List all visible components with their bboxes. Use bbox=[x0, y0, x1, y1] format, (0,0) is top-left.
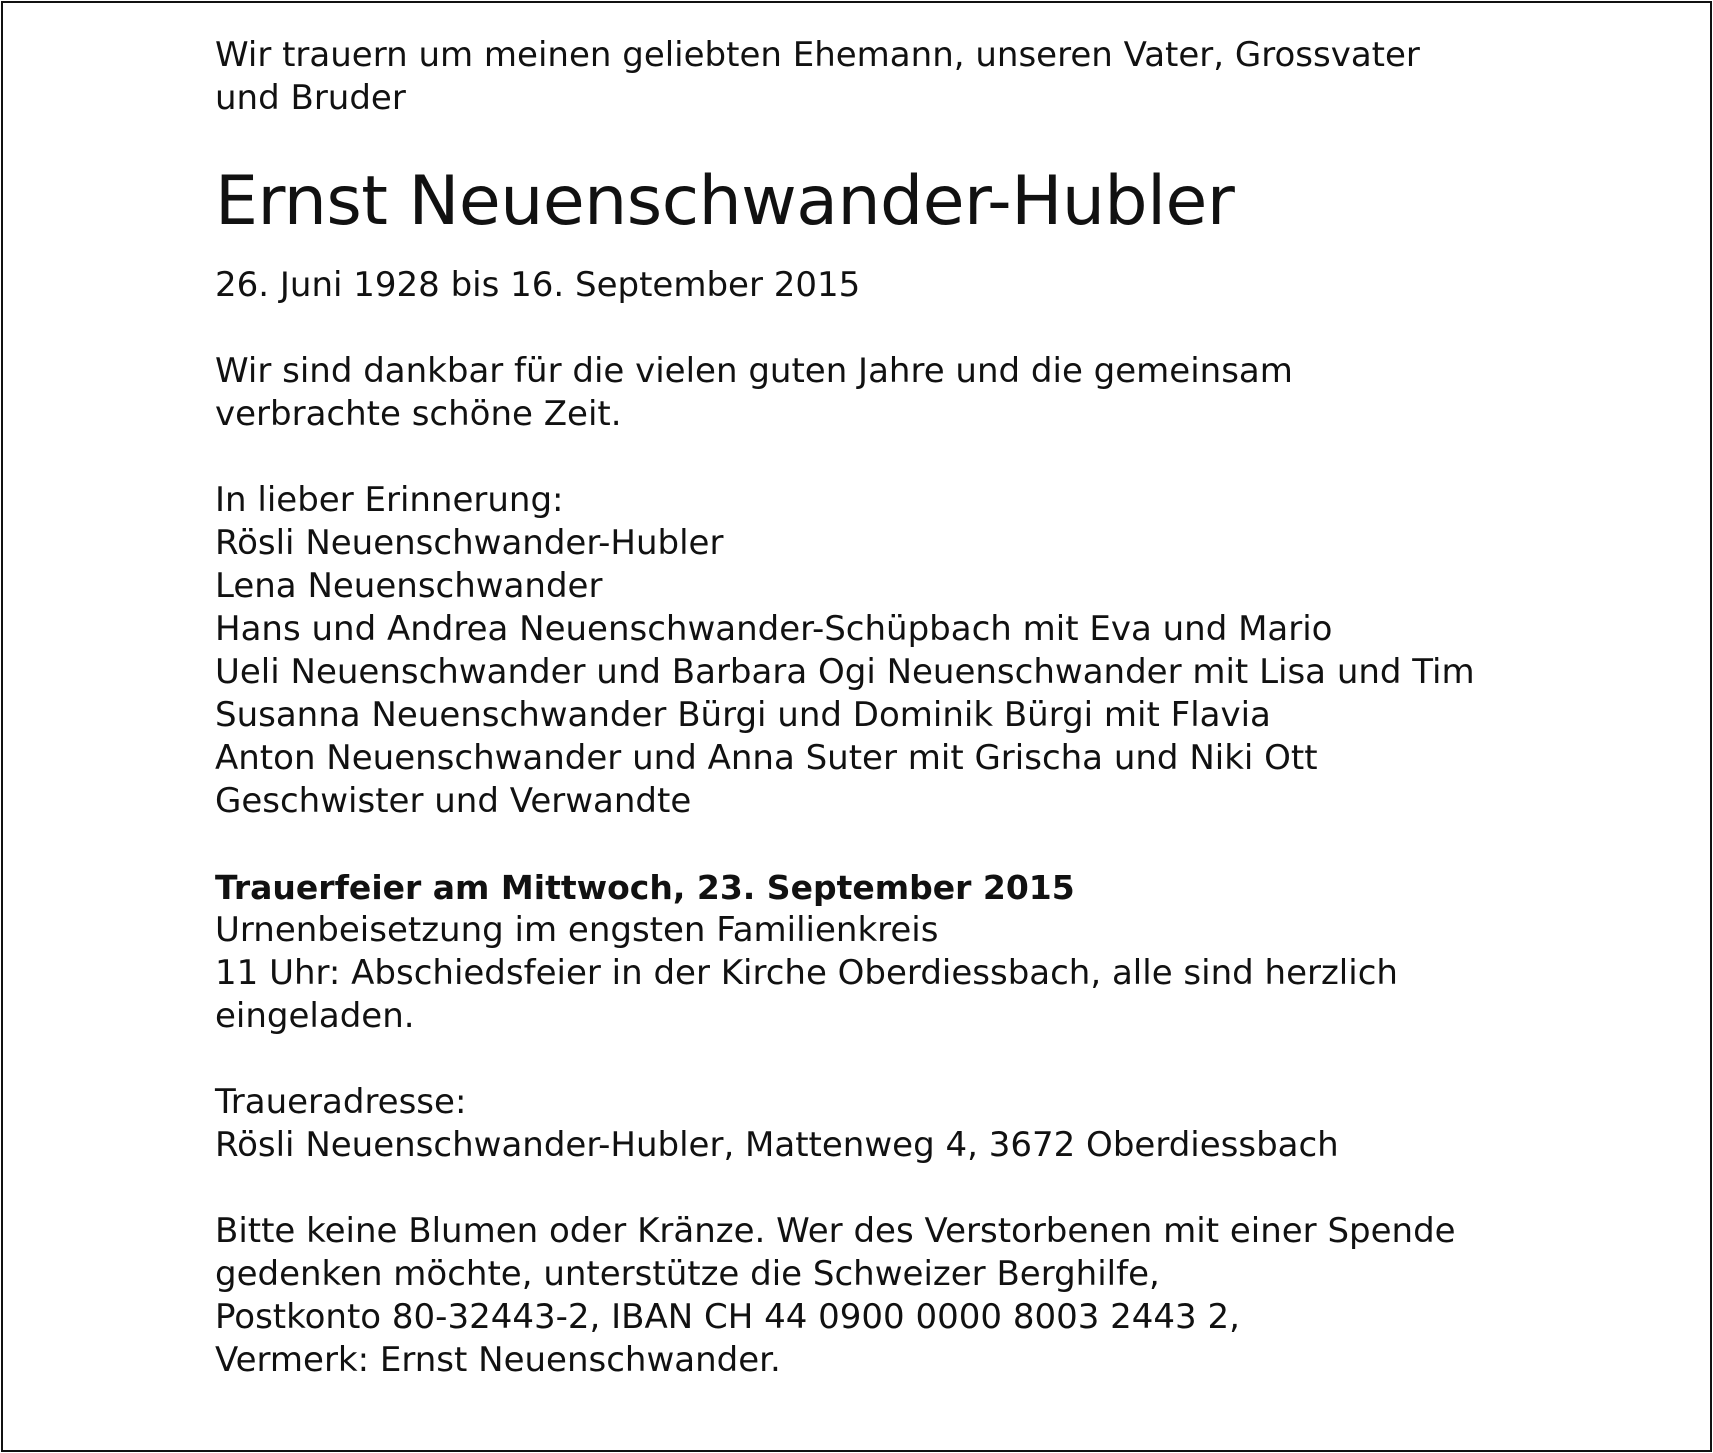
donation-line: Bitte keine Blumen oder Kränze. Wer des Verstorbenen mit einer Spende bbox=[215, 1211, 1456, 1251]
donation-section bbox=[215, 1210, 1635, 1382]
ceremony-line: Urnenbeisetzung im engsten Familienkreis bbox=[215, 910, 939, 950]
address-line: Rösli Neuenschwander-Hubler, Mattenweg 4, 3672 Oberdiessbach bbox=[215, 1125, 1339, 1165]
life-dates: 26. Juni 1928 bis 16. September 2015 bbox=[215, 265, 861, 305]
mourner-name: Lena Neuenschwander bbox=[215, 566, 603, 606]
intro-line: Wir trauern um meinen geliebten Ehemann, unseren Vater, Grossvater bbox=[215, 35, 1420, 75]
memory-heading: In lieber Erinnerung: bbox=[215, 480, 564, 520]
mourner-name: Geschwister und Verwandte bbox=[215, 781, 692, 821]
gratitude-line: verbrachte schöne Zeit. bbox=[215, 394, 622, 434]
mourner-name: Susanna Neuenschwander Bürgi und Dominik Bürgi mit Flavia bbox=[215, 695, 1271, 735]
address-heading: Traueradresse: bbox=[215, 1082, 467, 1122]
memory-section bbox=[215, 479, 1635, 823]
donation-line: Postkonto 80-32443-2, IBAN CH 44 0900 0000 8003 2443 2, bbox=[215, 1297, 1240, 1337]
ceremony-heading: Trauerfeier am Mittwoch, 23. September 2015 bbox=[215, 868, 1075, 907]
address-section bbox=[215, 1081, 1635, 1167]
gratitude-text bbox=[215, 350, 1635, 436]
intro-text bbox=[215, 34, 1635, 120]
mourner-name: Ueli Neuenschwander und Barbara Ogi Neuenschwander mit Lisa und Tim bbox=[215, 652, 1475, 692]
ceremony-section bbox=[215, 866, 1635, 1038]
obituary-notice bbox=[215, 34, 1635, 1382]
ceremony-line: 11 Uhr: Abschiedsfeier in der Kirche Oberdiessbach, alle sind herzlich bbox=[215, 953, 1398, 993]
deceased-name: Ernst Neuenschwander-Hubler bbox=[215, 162, 1235, 241]
intro-line: und Bruder bbox=[215, 78, 406, 118]
donation-line: gedenken möchte, unterstütze die Schweizer Berghilfe, bbox=[215, 1254, 1160, 1294]
mourner-name: Rösli Neuenschwander-Hubler bbox=[215, 523, 724, 563]
mourner-name: Hans und Andrea Neuenschwander-Schüpbach mit Eva und Mario bbox=[215, 609, 1333, 649]
mourner-name: Anton Neuenschwander und Anna Suter mit Grischa und Niki Ott bbox=[215, 738, 1318, 778]
gratitude-line: Wir sind dankbar für die vielen guten Jahre und die gemeinsam bbox=[215, 351, 1293, 391]
donation-line: Vermerk: Ernst Neuenschwander. bbox=[215, 1340, 781, 1380]
ceremony-line: eingeladen. bbox=[215, 996, 415, 1036]
